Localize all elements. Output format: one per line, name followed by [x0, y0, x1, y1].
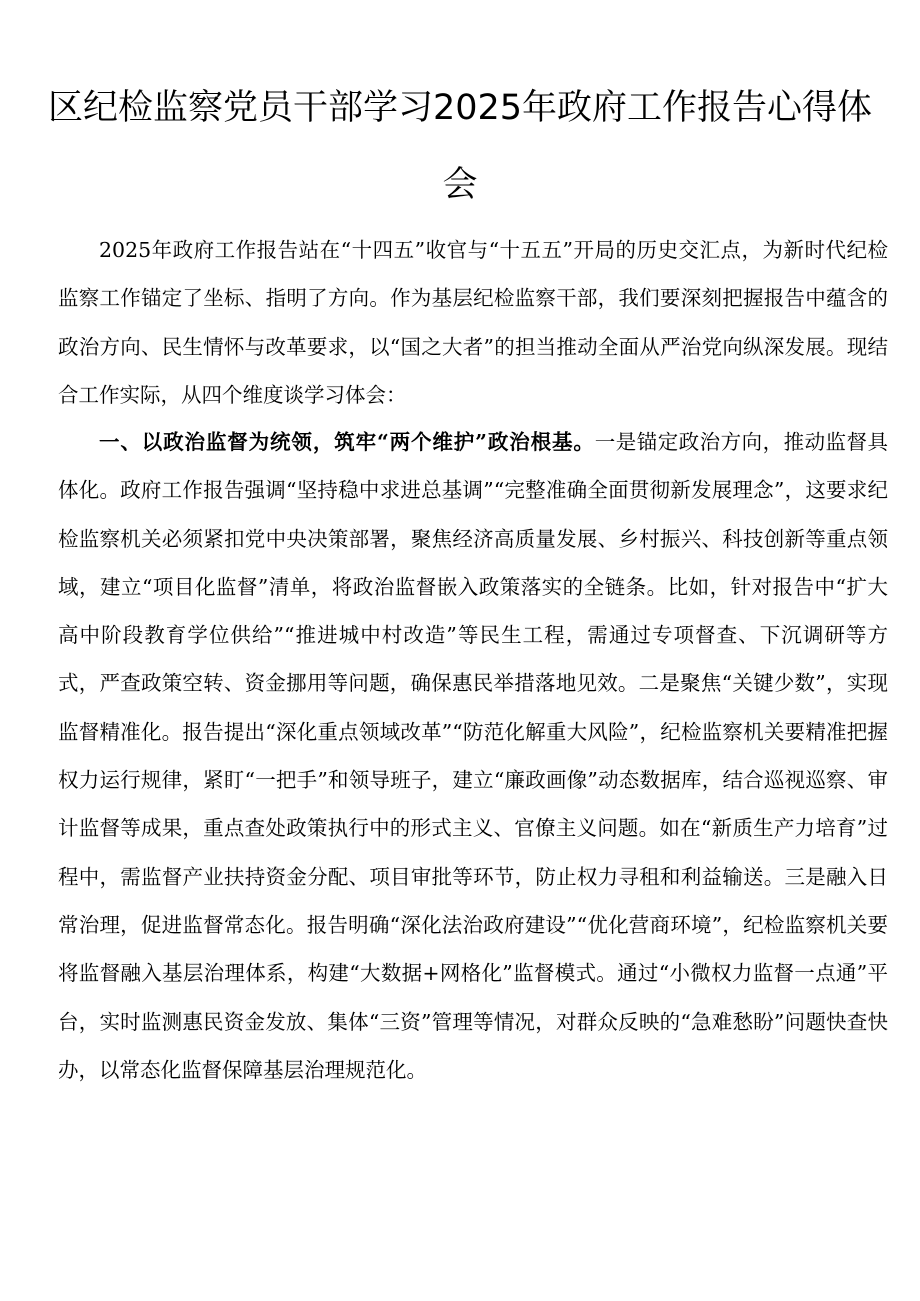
section-1-body: 一是锚定政治方向，推动监督具体化。政府工作报告强调“坚持稳中求进总基调”“完整准确全面贯彻新发展理念”，这要求纪检监察机关必须紧扣党中央决策部署，聚焦经济高质量发展、乡村振兴、科技创新等重点领域，建立“项目化监督”清单，将政治监督嵌入政策落实的全链条。比如，针对报告中“扩大高中阶段教育学位供给”“推进城中村改造”等民生工程，需通过专项督查、下沉调研等方式，严查政策空转、资金挪用等问题，确保惠民举措落地见效。二是聚焦“关键少数”，实现监督精准化。报告提出“深化重点领域改革”“防范化解重大风险”，纪检监察机关要精准把握权力运行规律，紧盯“一把手”和领导班子，建立“廉政画像”动态数据库，结合巡视巡察、审计监督等成果，重点查处政策执行中的形式主义、官僚主义问题。如在“新质生产力培育”过程中，需监督产业扶持资金分配、项目审批等环节，防止权力寻租和利益输送。三是融入日常治理，促进监督常态化。报告明确“深化法治政府建设”“优化营商环境”，纪检监察机关要将监督融入基层治理体系，构建“大数据+网格化”监督模式。通过“小微权力监督一点通”平台，实时监测惠民资金发放、集体“三资”管理等情况，对群众反映的“急难愁盼”问题快查快办，以常态化监督保障基层治理规范化。	[58, 430, 889, 1082]
section-1-heading: 一、以政治监督为统领，筑牢“两个维护”政治根基。	[99, 430, 595, 454]
section-1-paragraph	[58, 418, 888, 1094]
document-title-line-1: 区纪检监察党员干部学习2025年政府工作报告心得体	[47, 88, 873, 128]
intro-paragraph: 2025年政府工作报告站在“十四五”收官与“十五五”开局的历史交汇点，为新时代纪检监察工作锚定了坐标、指明了方向。作为基层纪检监察干部，我们要深刻把握报告中蕴含的政治方向、民生情怀与改革要求，以“国之大者”的担当推动全面从严治党向纵深发展。现结合工作实际，从四个维度谈学习体会：	[58, 238, 888, 407]
document-title-line-2: 会	[442, 165, 478, 205]
